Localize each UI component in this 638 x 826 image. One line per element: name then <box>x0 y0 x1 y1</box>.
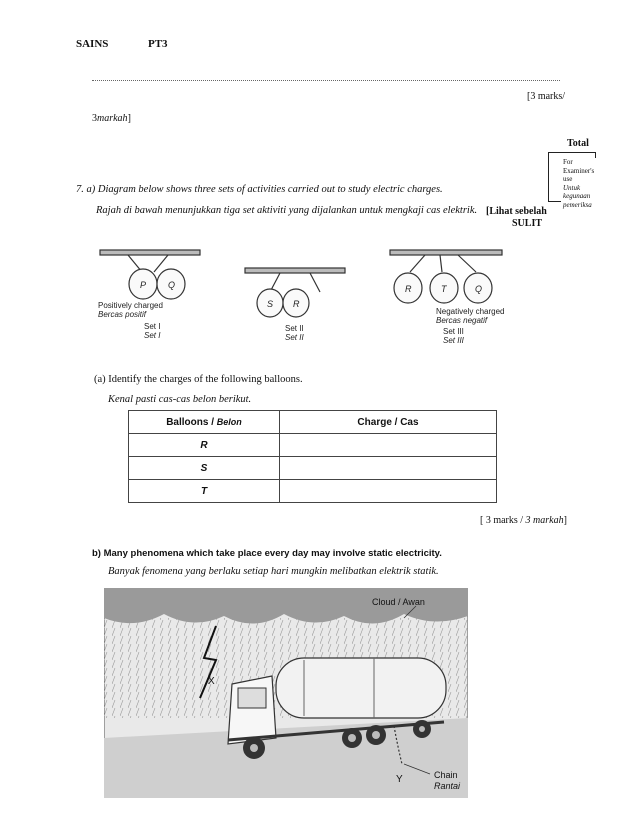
part-a-marks: [ 3 marks / 3 markah] <box>480 515 567 526</box>
set1-note-ms: Bercas positif <box>98 310 147 319</box>
charges-table <box>128 410 497 503</box>
part-b-question-ms: Banyak fenomena yang berlaku setiap hari mungkin melibatkan elektrik statik. <box>108 566 439 577</box>
set2-label-en: Set II <box>285 324 304 333</box>
q7-stem-en: 7. a) Diagram below shows three sets of activities carried out to study electric charges. <box>76 184 443 195</box>
chain-label-ms: Rantai <box>434 781 461 791</box>
part-a-question-en: (a) Identify the charges of the following balloons. <box>94 374 303 385</box>
table-header-charge: Charge / Cas <box>280 411 497 434</box>
balloon-r-label: R <box>293 299 300 309</box>
balloon-p-label: P <box>140 280 147 290</box>
part-a-question-ms: Kenal pasti cas-cas belon berikut. <box>108 394 252 405</box>
examiner-note: For Examiner's use Untuk kegunaan pemeriksa <box>563 158 595 209</box>
sulit-label: SULIT <box>512 218 543 229</box>
chain-label-en: Chain <box>434 770 458 780</box>
level-label: PT3 <box>148 38 168 50</box>
total-label: Total <box>567 138 589 149</box>
cloud-label: Cloud / Awan <box>372 597 425 607</box>
charge-answer-r[interactable] <box>280 434 497 457</box>
charge-answer-s[interactable] <box>280 457 497 480</box>
set3-label-ms: Set III <box>443 336 464 345</box>
row-label-s: S <box>129 457 280 480</box>
lihat-sebelah: [Lihat sebelah <box>486 206 547 217</box>
answer-line <box>92 80 560 81</box>
set1-label-ms: Set I <box>144 331 161 340</box>
label-x: X <box>208 676 215 687</box>
row-label-t: T <box>129 480 280 503</box>
prev-marks-line2: 3markah] <box>92 113 131 124</box>
balloon-t-label: T <box>441 284 447 294</box>
balloon-s-label: S <box>267 299 274 309</box>
set2-label-ms: Set II <box>285 333 304 342</box>
table-row <box>129 457 497 480</box>
balloon-r3-label: R <box>405 284 412 294</box>
q7-stem-ms: Rajah di bawah menunjukkan tiga set aktiviti yang dijalankan untuk mengkaji cas elektrik. <box>96 205 478 216</box>
part-b-question-en: b) Many phenomena which take place every day may involve static electricity. <box>92 548 442 559</box>
table-header-row <box>129 411 497 434</box>
set3-note-ms: Bercas negatif <box>436 316 488 325</box>
set1-note-en: Positively charged <box>98 301 163 310</box>
balloons-diagram <box>80 240 520 350</box>
subject-label: SAINS <box>76 38 109 50</box>
label-y: Y <box>396 774 403 785</box>
charge-answer-t[interactable] <box>280 480 497 503</box>
row-label-r: R <box>129 434 280 457</box>
table-row <box>129 434 497 457</box>
truck-lightning-figure <box>104 588 468 798</box>
set1-label-en: Set I <box>144 322 161 331</box>
set3-label-en: Set III <box>443 327 464 336</box>
balloon-q3-label: Q <box>475 284 483 294</box>
set3-note-en: Negatively charged <box>436 307 505 316</box>
balloon-q-label: Q <box>168 280 176 290</box>
table-row <box>129 480 497 503</box>
prev-marks-line1: [3 marks/ <box>527 91 566 102</box>
table-header-balloons: Balloons / Belon <box>129 411 280 434</box>
